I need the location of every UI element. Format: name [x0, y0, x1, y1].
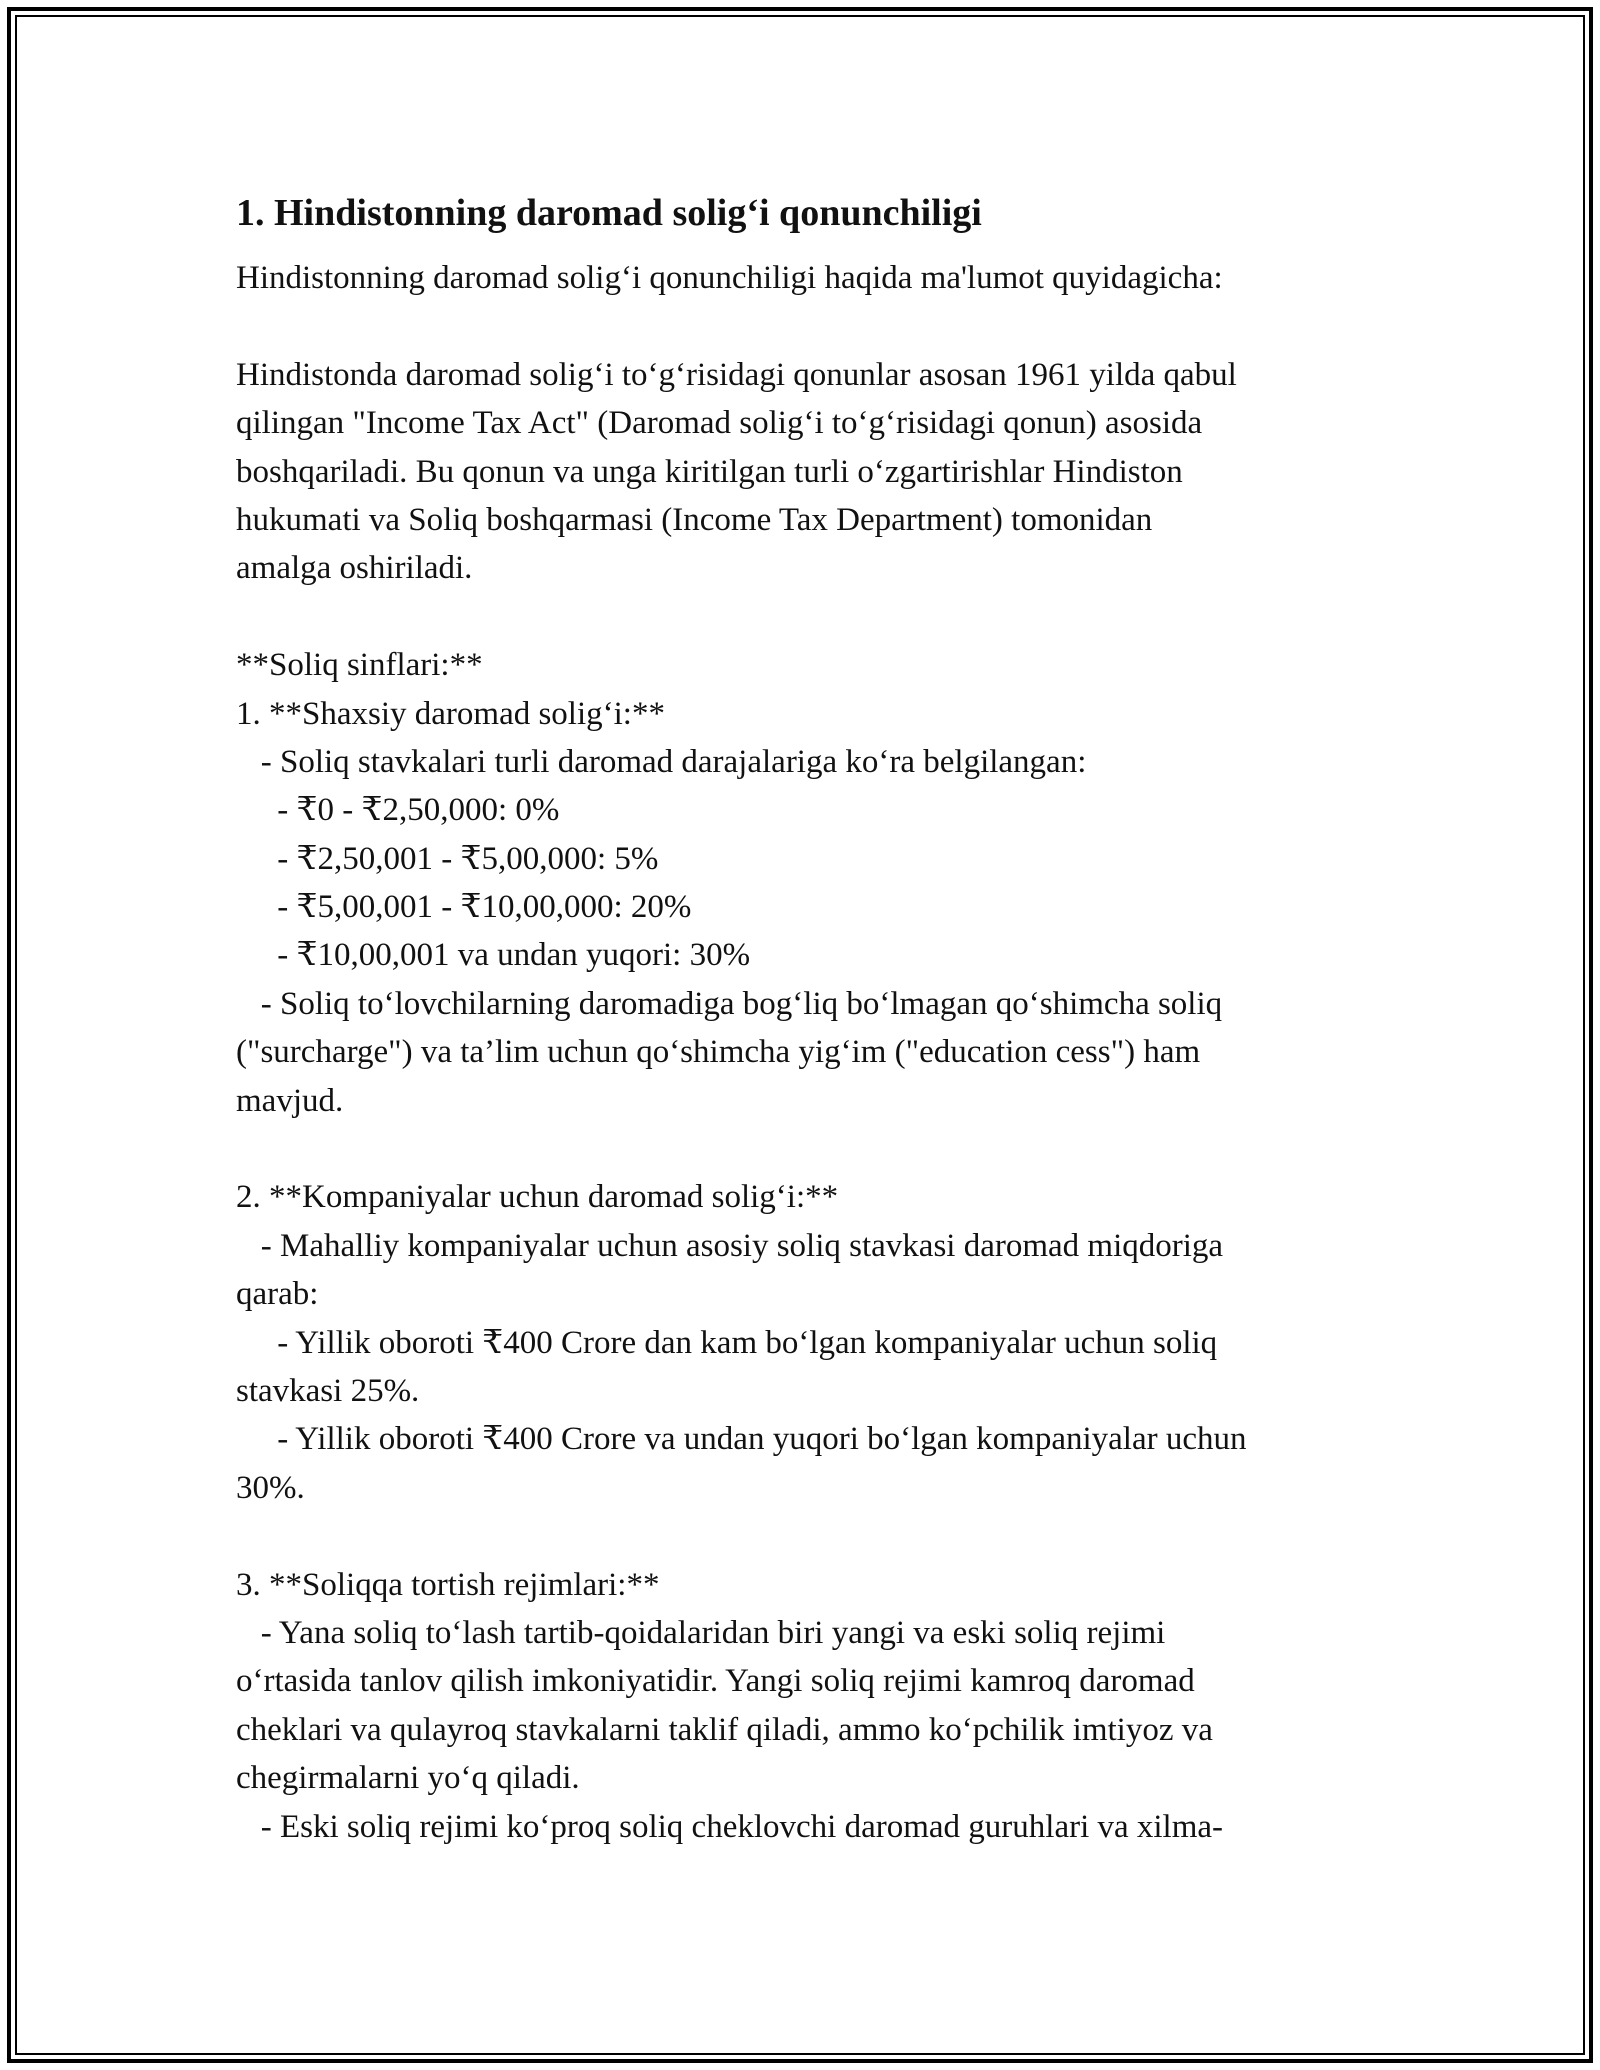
text-line: mavjud. — [236, 1082, 344, 1119]
text-line: - ₹2,50,001 - ₹5,00,000: 5% — [236, 840, 659, 877]
document-heading: 1. Hindistonning daromad solig‘i qonunchiligi — [236, 192, 982, 234]
text-line: - ₹5,00,001 - ₹10,00,000: 20% — [236, 889, 692, 926]
text-line: ("surcharge") va ta’lim uchun qo‘shimcha yig‘im ("education cess") ham — [236, 1034, 1201, 1071]
text-line: qilingan "Income Tax Act" (Daromad solig‘i to‘g‘risidagi qonun) asosida — [236, 405, 1203, 442]
blank-line — [236, 1512, 1386, 1560]
text-line: - Mahalliy kompaniyalar uchun asosiy soliq stavkasi daromad miqdoriga — [236, 1227, 1224, 1264]
text-line: chegirmalarni yo‘q qiladi. — [236, 1760, 580, 1797]
text-line: - ₹0 - ₹2,50,000: 0% — [236, 792, 560, 829]
text-line: 2. **Kompaniyalar uchun daromad solig‘i:** — [236, 1179, 839, 1216]
text-line: Hindistonda daromad solig‘i to‘g‘risidagi qonunlar asosan 1961 yilda qabul — [236, 356, 1237, 393]
text-line: stavkasi 25%. — [236, 1372, 420, 1409]
document-page — [236, 186, 1386, 1851]
document-body — [236, 254, 1386, 1851]
text-line: qarab: — [236, 1276, 319, 1313]
text-line: 3. **Soliqqa tortish rejimlari:** — [236, 1566, 660, 1603]
blank-line — [236, 302, 1386, 350]
text-line: - Soliq stavkalari turli daromad darajalariga ko‘ra belgilangan: — [236, 743, 1087, 780]
text-line: - Soliq to‘lovchilarning daromadiga bog‘liq bo‘lmagan qo‘shimcha soliq — [236, 985, 1223, 1022]
text-line: - Yillik oboroti ₹400 Crore va undan yuqori bo‘lgan kompaniyalar uchun — [236, 1421, 1247, 1458]
text-line: hukumati va Soliq boshqarmasi (Income Tax Department) tomonidan — [236, 501, 1153, 538]
text-line: - Yana soliq to‘lash tartib-qoidalaridan biri yangi va eski soliq rejimi — [236, 1614, 1166, 1651]
text-line: - Yillik oboroti ₹400 Crore dan kam bo‘lgan kompaniyalar uchun soliq — [236, 1324, 1218, 1361]
blank-line — [236, 593, 1386, 641]
text-line: - ₹10,00,001 va undan yuqori: 30% — [236, 937, 751, 974]
text-line: - Eski soliq rejimi ko‘proq soliq cheklovchi daromad guruhlari va xilma- — [236, 1808, 1224, 1845]
text-line: Hindistonning daromad solig‘i qonunchiligi haqida ma'lumot quyidagicha: — [236, 260, 1223, 296]
text-line: 1. **Shaxsiy daromad solig‘i:** — [236, 695, 665, 732]
text-line: o‘rtasida tanlov qilish imkoniyatidir. Yangi soliq rejimi kamroq daromad — [236, 1663, 1195, 1700]
text-line: boshqariladi. Bu qonun va unga kiritilgan turli o‘zgartirishlar Hindiston — [236, 453, 1183, 490]
text-line: amalga oshiriladi. — [236, 550, 473, 587]
blank-line — [236, 1125, 1386, 1173]
text-line: 30%. — [236, 1469, 305, 1506]
text-line: **Soliq sinflari:** — [236, 647, 483, 684]
text-line: cheklari va qulayroq stavkalarni taklif qiladi, ammo ko‘pchilik imtiyoz va — [236, 1711, 1213, 1748]
